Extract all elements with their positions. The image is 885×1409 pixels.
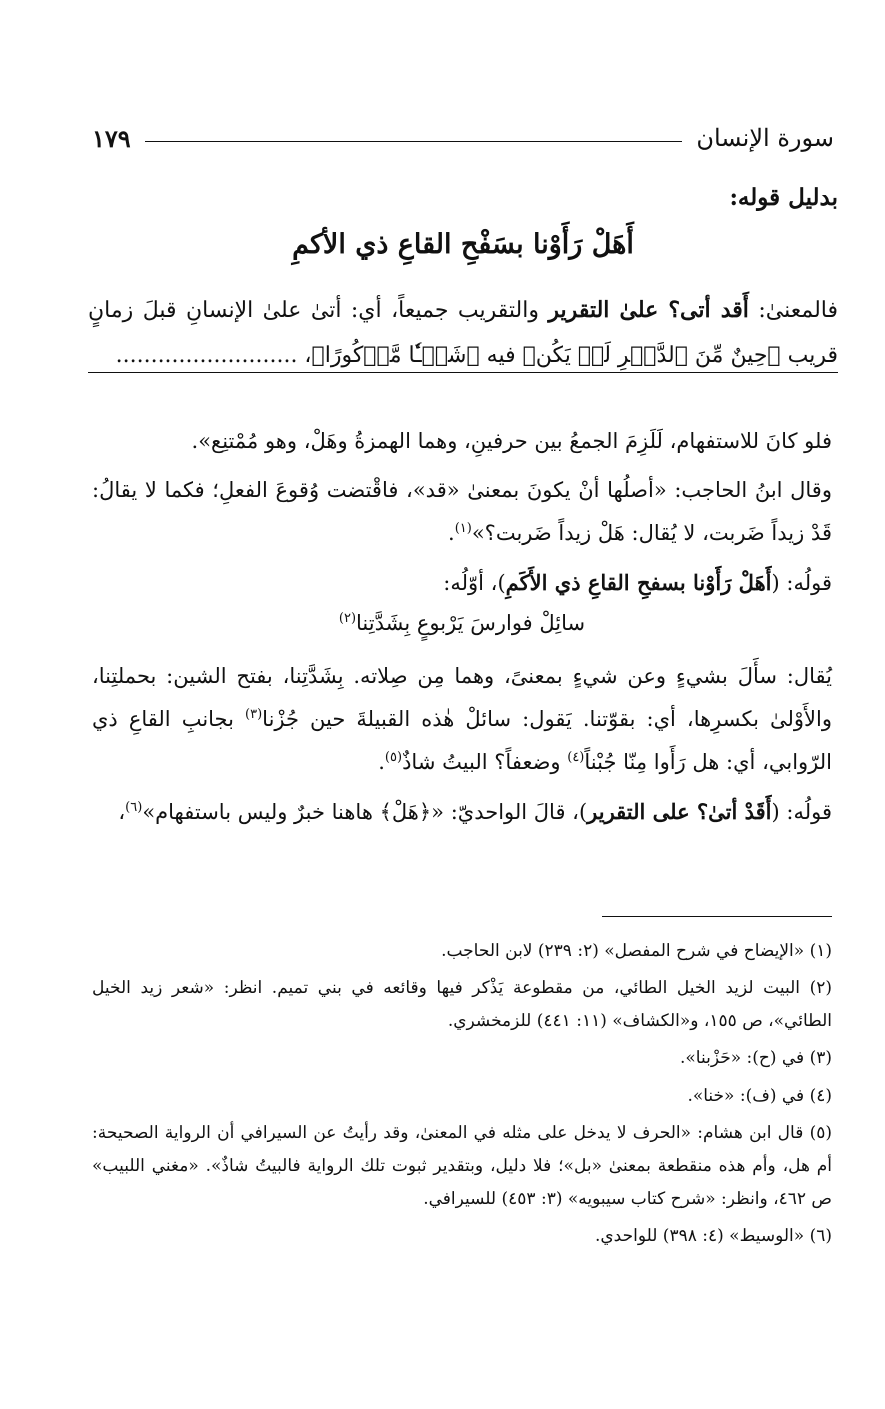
page-number: ١٧٩ xyxy=(92,123,131,153)
poem-text: سائِلْ فوارسَ يَرْبوعٍ بِشَدَّتِنا xyxy=(356,611,586,636)
footnote-ref-4: (٤) xyxy=(567,750,585,766)
commentary-paragraph-3 xyxy=(92,561,832,605)
header-rule xyxy=(145,141,683,142)
commentary-paragraph-4 xyxy=(92,655,832,784)
p4-text-b: بجانبِ القاعِ ذي الرّوابي، أي: هل رَأَوا مِنّا جُبْناً xyxy=(92,707,832,775)
p2-end: . xyxy=(448,521,455,546)
surah-title: سورة الإنسان xyxy=(696,124,834,152)
footnote-4: (٤) في (ف): «خنا». xyxy=(687,1085,832,1106)
meaning-paragraph xyxy=(88,288,838,378)
commentary-paragraph-5 xyxy=(92,790,832,834)
footnotes xyxy=(92,935,832,1257)
p4-end: . xyxy=(378,750,385,775)
p5-bold: أَقَدْ أتىٰ؟ على التقرير xyxy=(587,799,772,825)
footnote-rule xyxy=(602,916,832,917)
p3-lead: قولُه: ( xyxy=(771,571,832,596)
p5-lead: قولُه: ( xyxy=(771,800,832,825)
footnote-ref-3: (٣) xyxy=(245,707,263,723)
poem-line xyxy=(92,611,832,635)
meaning-bold: أَقد أتى؟ علىٰ التقرير xyxy=(548,296,749,323)
footnote-1: (١) «الإيضاح في شرح المفصل» (٢: ٢٣٩) لابن الحاجب. xyxy=(441,941,832,961)
p5-tail: )، قالَ الواحديّ: «﴿هَلْ﴾ هاهنا خبرٌ وليس باستفهام» xyxy=(142,800,588,825)
p4-text-a: يُقال: سأَلَ بشيءٍ وعن شيءٍ بمعنىً، وهما مِن صِلاته. بِشَدَّتِنا، بفتح الشين: بحملتِنا، والأَوْلىٰ بكسرِها، أي: بقوّتنا. يَقول: سائلْ هٰذه القبيلةَ حين جُزْنا xyxy=(92,664,832,732)
footnote-ref-1: (١) xyxy=(454,521,472,537)
p3-tail: )، أوّلُه: xyxy=(443,571,506,596)
meaning-label: فالمعنىٰ: xyxy=(758,297,839,323)
p5-end: ، xyxy=(118,800,126,825)
footnote-2: (٢) البيت لزيد الخيل الطائي، من مقطوعة يَذْكر فيها وقائعه في بني تميم. انظر: «شعر زيد الخيل الطائي»، ص ١٥٥، و«الكشاف» (١١: ٤٤١) للزمخشري. xyxy=(92,978,832,1032)
footnote-ref-6: (٦) xyxy=(125,800,143,816)
text-divider xyxy=(88,372,838,373)
poetry-verse: أَهَلْ رَأَوْنا بسَفْحِ القاعِ ذي الأكمِ xyxy=(292,228,634,260)
footnote-ref-2: (٢) xyxy=(338,611,357,627)
p4-text-c: وضعفاً؟ البيتُ شاذٌ xyxy=(402,750,568,775)
commentary-paragraph-2 xyxy=(92,469,832,555)
footnote-ref-5: (٥) xyxy=(384,750,403,766)
meaning-rest: والتقريب جميعاً، أي: أتىٰ علىٰ الإنسانِ قبلَ زمانٍ قريب ﴿حِينٌ مِّنَ ٱلدَّهۡرِ لَمۡ يَكُن﴾ فيه ﴿شَيۡـٔٗا مَّذۡكُورًا﴾، .......................... xyxy=(88,297,838,368)
footnote-5: (٥) قال ابن هشام: «الحرف لا يدخل على مثله في المعنىٰ، وقد رأيتُ عن السيرافي أن الرواية الصحيحة: أم هل، وأم هذه منقطعة بمعنىٰ «بل»؛ فلا دليل، وبتقدير ثبوت تلك الرواية فالبيتُ شاذٌ». «مغني اللبيب» ص ٤٦٢، وانظر: «شرح كتاب سيبويه» (٣: ٤٥٣) للسيرافي. xyxy=(92,1122,832,1209)
running-header xyxy=(92,118,834,158)
footnote-3: (٣) في (ح): «حَزْبنا». xyxy=(679,1048,832,1069)
footnote-6: (٦) «الوسيط» (٤: ٣٩٨) للواحدي. xyxy=(594,1226,832,1247)
commentary xyxy=(92,420,832,840)
main-text xyxy=(88,180,838,378)
p2-text: وقال ابنُ الحاجب: «أصلُها أنْ يكونَ بمعنىٰ «قد»، فاقْتضت وُقوعَ الفعلِ؛ فكما لا يقالُ: قَدْ زيداً ضَربت، لا يُقال: هَلْ زيداً ضَربت؟» xyxy=(92,478,832,546)
commentary-paragraph-1: فلو كانَ للاستفهام، لَلَزِمَ الجمعُ بين حرفينِ، وهما الهمزةُ وهَلْ، وهو مُمْتنِع». xyxy=(191,429,832,453)
p3-bold: أَهَلْ رَأَوْنا بسفحِ القاعِ ذي الأَكَمِ xyxy=(505,570,772,596)
intro-line: بدليل قوله: xyxy=(729,184,838,211)
